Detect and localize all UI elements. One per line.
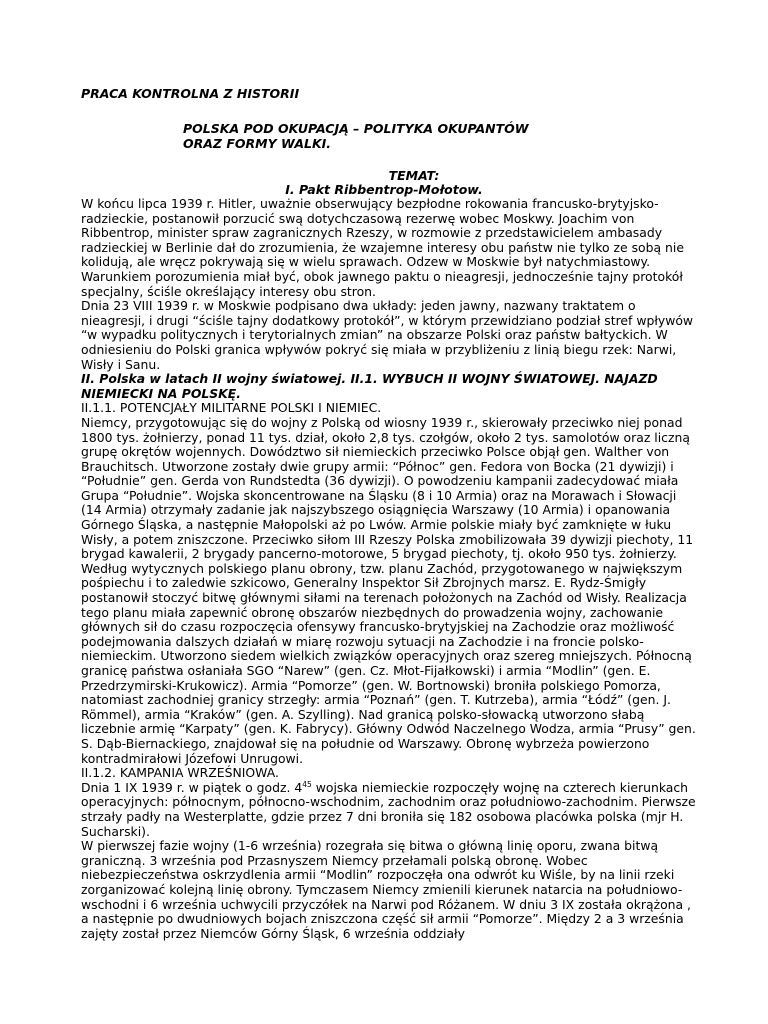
document-body (81, 197, 696, 941)
document-subject (183, 121, 529, 151)
subsection-title: II.1.2. KAMPANIA WRZEŚNIOWA. (81, 765, 279, 781)
paragraph-start: Dnia 1 IX 1939 r. w piątek o godz. 4 (81, 779, 303, 795)
paragraph: W końcu lipca 1939 r. Hitler, uważnie obserwujący bezpłodne rokowania francusko-brytyjsko-radzieckie, postanowił porzucić swą dotychczasową rezerwę wobec Moskwy. Joachim von Ribbentrop, minister spraw zagranicznych Rzeszy, w rozmowie z przedstawicielem ambasady radzieckiej w Berlinie dał do zrozumienia, że wzajemne interesy obu państw nie tylko ze sobą nie kolidują, ale wręcz pokrywają się w wielu sprawach. Odzew w Moskwie był natychmiastowy. Warunkiem porozumienia miał być, obok jawnego paktu o nieagresji, jednocześnie tajny protokół specjalny, ściśle określający interesy obu stron. (81, 196, 684, 299)
paragraph: Dnia 23 VIII 1939 r. w Moskwie podpisano dwa układy: jeden jawny, nazwany traktatem o nieagresji, i drugi “ściśle tajny dodatkowy protokół”, w którym przewidziano podział stref wpływów “w wypadku politycznych i terytorialnych zmian” na obszarze Polski oraz państw bałtyckich. W odniesieniu do Polski granica wpływów pokryć się miała w przybliżeniu z linią biegu rzek: Narwi, Wisły i Sanu. (81, 298, 694, 372)
paragraph: Niemcy, przygotowując się do wojny z Polską od wiosny 1939 r., skierowały przeciwko niej ponad 1800 tys. żołnierzy, ponad 11 tys. dział, około 2,8 tys. czołgów, około 2 tys. samolotów oraz liczną grupę okrętów wojennych. Dowództwo sił niemieckich przeciwko Polsce objął gen. Walther von Brauchitsch. Utworzone zostały dwie grupy armii: “Północ” gen. Fedora von Bocka (21 dywizji) i “Południe” gen. Gerda von Rundstedta (36 dywizji). O powodzeniu kampanii zadecydować miała Grupa “Południe”. Wojska skoncentrowane na Śląsku (8 i 10 Armia) oraz na Morawach i Słowacji (14 Armia) otrzymały zadanie jak najszybszego osiągnięcia Warszawy (10 Armia) i opanowania Górnego Śląska, a następnie Małopolski aż po Lwów. Armie polskie miały być zamknięte w łuku Wisły, a potem zniszczone. Przeciwko siłom III Rzeszy Polska zmobilizowała 39 dywizji piechoty, 11 brygad kawalerii, 2 brygady pancerno-motorowe, 5 brygad piechoty, tj. około 950 tys. żołnierzy. Według wytycznych polskiego planu obrony, tzw. planu Zachód, przygotowanego w największym pośpiechu i to zaledwie szkicowo, Generalny Inspektor Sił Zbrojnych marsz. E. Rydz-Śmigły postanowił stoczyć bitwę głównymi siłami na terenach położonych na Zachód od Wisły. Realizacja tego planu miała zapewnić obronę obszarów niezbędnych do prowadzenia wojny, zachowanie głównych sił do czasu rozpoczęcia ofensywy francusko-brytyjskiej na Zachodzie oraz możliwość podejmowania dalszych działań w miarę rozwoju sytuacji na Zachodzie i na froncie polsko-niemieckim. Utworzono siedem wielkich związków operacyjnych oraz szereg mniejszych. Północną granicę państwa osłaniała SGO “Narew” (gen. Cz. Młot-Fijałkowski) i armia “Modlin” (gen. E. Przedrzymirski-Krukowicz). Armia “Pomorze” (gen. W. Bortnowski) broniła polskiego Pomorza, natomiast zachodniej granicy strzegły: armia “Poznań” (gen. T. Kutrzeba), armia “Łódź” (gen. J. Römmel), armia “Kraków” (gen. A. Szylling). Nad granicą polsko-słowacką utworzono słabą liczebnie armię “Karpaty” (gen. K. Fabrycy). Główny Odwód Naczelnego Wodza, armia “Prusy” gen. S. Dąb-Biernackiego, znajdował się na południe od Warszawy. Obronę wybrzeża powierzono kontradmirałowi Józefowi Unrugowi. (81, 414, 696, 766)
subject-line-1: POLSKA POD OKUPACJĄ – POLITYKA OKUPANTÓW (183, 121, 529, 136)
section-heading: II. Polska w latach II wojny światowej. II.1. WYBUCH II WOJNY ŚWIATOWEJ. NAJAZD NIEMIECKI NA POLSKĘ. (81, 371, 658, 401)
subsection-title: II.1.1. POTENCJAŁY MILITARNE POLSKI I NIEMIEC. (81, 400, 382, 416)
document-title: PRACA KONTROLNA Z HISTORII (81, 86, 300, 101)
paragraph: W pierwszej fazie wojny (1-6 września) rozegrała się bitwa o główną linię oporu, zwana bitwą graniczną. 3 września pod Przasnyszem Niemcy przełamali polską obronę. Wobec niebezpieczeństwa oskrzydlenia armii “Modlin” rozpoczęła ona odwrót ku Wiśle, by na linii rzeki zorganizować kolejną linię obrony. Tymczasem Niemcy zmienili kierunek natarcia na południowo-wschodni i 6 września uchwycili przyczółek na Narwi pod Różanem. W dniu 3 IX została okrążona , a następnie po dwudniowych bojach zniszczona część sił armii “Pomorze”. Między 2 a 3 września zajęty został przez Niemców Górny Śląsk, 6 września oddziały (81, 838, 691, 941)
topic-label: TEMAT: (388, 168, 440, 183)
subject-line-2: ORAZ FORMY WALKI. (183, 136, 332, 151)
topic-block (0, 169, 768, 197)
paragraph-end: wojska niemieckie rozpoczęły wojnę na czterech kierunkach operacyjnych: północnym, północno-wschodnim, zachodnim oraz południowo-zachodnim. Pierwsze strzały padły na Westerplatte, gdzie przez 7 dni broniła się 182 osobowa placówka polska (mjr H. Sucharski). (81, 779, 696, 839)
topic-title: I. Pakt Ribbentrop-Mołotow. (285, 182, 483, 197)
paragraph (81, 781, 696, 839)
superscript-minutes: 45 (302, 779, 312, 789)
